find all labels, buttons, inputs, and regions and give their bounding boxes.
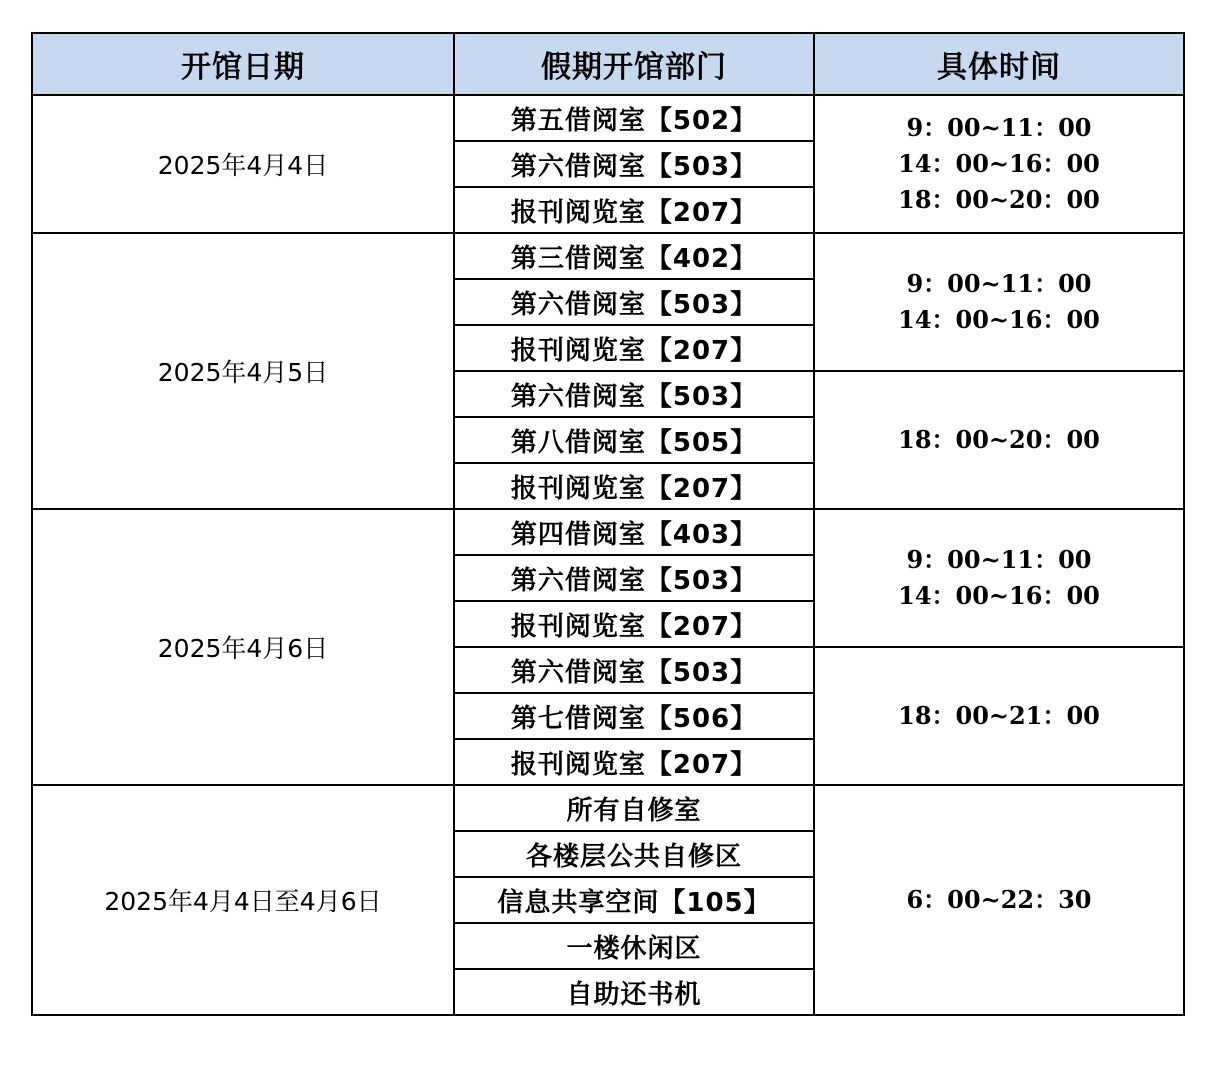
header-date: 开馆日期: [32, 33, 454, 95]
header-row: [32, 33, 1184, 95]
header-time: 具体时间: [814, 33, 1184, 95]
table-row: [32, 233, 1184, 279]
table-row: [32, 509, 1184, 555]
department-cell: 第八借阅室【505】: [454, 417, 814, 463]
time-range: 14：00~16：00: [898, 149, 1100, 178]
department-cell: 报刊阅览室【207】: [454, 601, 814, 647]
time-range: 9：00~11：00: [906, 545, 1092, 574]
date-cell: 2025年4月6日: [32, 509, 454, 785]
department-cell: 各楼层公共自修区: [454, 831, 814, 877]
department-cell: 信息共享空间【105】: [454, 877, 814, 923]
time-range: 14：00~16：00: [898, 581, 1100, 610]
time-range: 14：00~16：00: [898, 305, 1100, 334]
time-range: 9：00~11：00: [906, 113, 1092, 142]
table-row: [32, 95, 1184, 141]
department-cell: 第六借阅室【503】: [454, 141, 814, 187]
department-cell: 第三借阅室【402】: [454, 233, 814, 279]
date-cell: 2025年4月4日至4月6日: [32, 785, 454, 1015]
department-cell: 第六借阅室【503】: [454, 371, 814, 417]
department-cell: 第五借阅室【502】: [454, 95, 814, 141]
department-cell: 一楼休闲区: [454, 923, 814, 969]
time-cell: [814, 233, 1184, 371]
department-cell: 报刊阅览室【207】: [454, 463, 814, 509]
department-cell: 报刊阅览室【207】: [454, 739, 814, 785]
department-cell: 报刊阅览室【207】: [454, 187, 814, 233]
department-cell: 第六借阅室【503】: [454, 279, 814, 325]
time-cell: [814, 371, 1184, 509]
department-cell: 第六借阅室【503】: [454, 647, 814, 693]
time-cell: [814, 647, 1184, 785]
time-cell: [814, 509, 1184, 647]
date-cell: 2025年4月5日: [32, 233, 454, 509]
time-cell: [814, 95, 1184, 233]
time-range: 9：00~11：00: [906, 269, 1092, 298]
time-range: 18：00~20：00: [898, 425, 1100, 454]
time-range: 18：00~20：00: [898, 185, 1100, 214]
department-cell: 第六借阅室【503】: [454, 555, 814, 601]
department-cell: 报刊阅览室【207】: [454, 325, 814, 371]
table-body: [32, 95, 1184, 1015]
department-cell: 所有自修室: [454, 785, 814, 831]
department-cell: 第七借阅室【506】: [454, 693, 814, 739]
header-department: 假期开馆部门: [454, 33, 814, 95]
time-range: 18：00~21：00: [898, 701, 1100, 730]
time-range: 6：00~22：30: [906, 885, 1092, 914]
table-row: [32, 785, 1184, 831]
table-header: [32, 33, 1184, 95]
time-cell: [814, 785, 1184, 1015]
department-cell: 第四借阅室【403】: [454, 509, 814, 555]
holiday-opening-schedule-table: [31, 32, 1185, 1016]
department-cell: 自助还书机: [454, 969, 814, 1015]
date-cell: 2025年4月4日: [32, 95, 454, 233]
